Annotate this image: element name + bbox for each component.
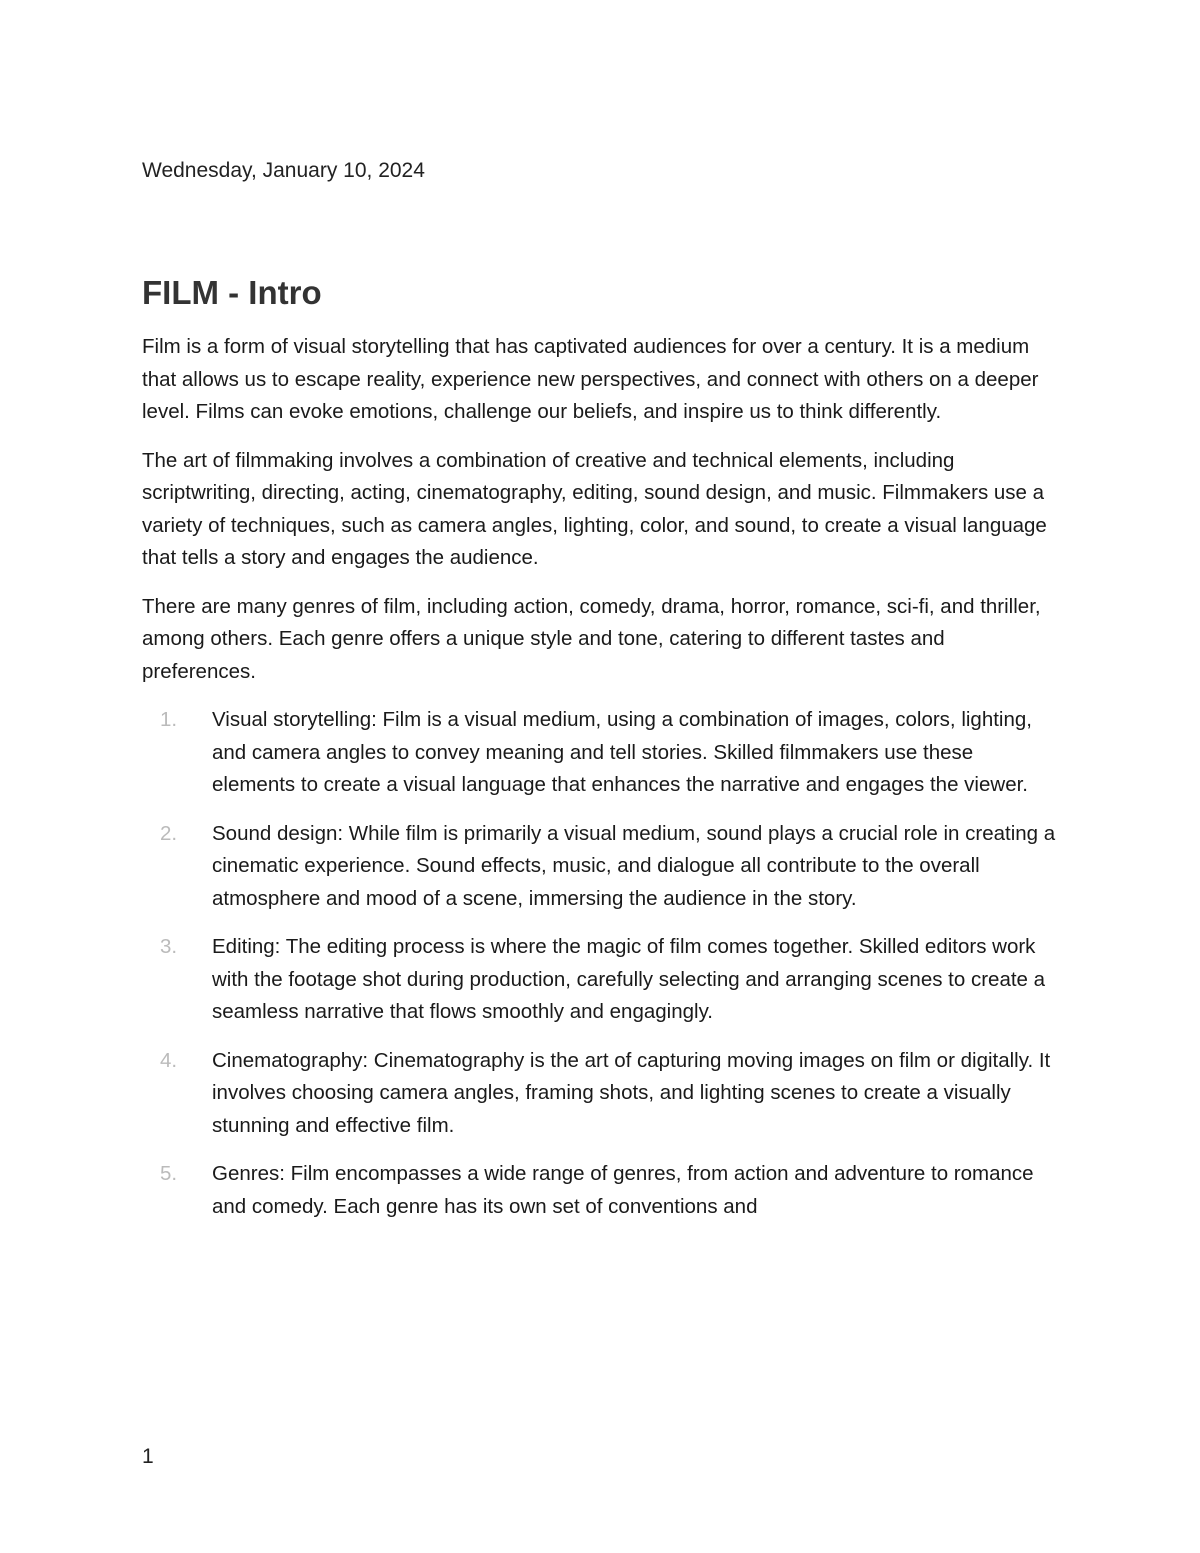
page-title: FILM - Intro (142, 274, 322, 311)
document-body (142, 331, 1062, 1239)
list-item-text: Sound design: While film is primarily a visual medium, sound plays a crucial role in creating a cinematic experience. Sound effects, music, and dialogue all contribute to the overall atmosphere and mood of a scene, immersing the audience in the story. (212, 821, 1056, 910)
list-item-number: 3. (160, 935, 178, 958)
list-item-text: Genres: Film encompasses a wide range of genres, from action and adventure to romance and comedy. Each genre has its own set of conventions and (212, 1162, 1034, 1218)
list-item (142, 818, 1062, 916)
list-item-text: Editing: The editing process is where the magic of film comes together. Skilled editors work with the footage shot during production, carefully selecting and arranging scenes to create a seamless narrative that flows smoothly and engagingly. (212, 935, 1046, 1023)
list-item (142, 1158, 1062, 1223)
list-item (142, 931, 1062, 1029)
paragraph: The art of filmmaking involves a combination of creative and technical elements, including scriptwriting, directing, acting, cinematography, editing, sound design, and music. Filmmakers use a variety of techniques, such as camera angles, lighting, color, and sound, to create a visual language that tells a story and engages the audience. (142, 448, 1047, 569)
date-line: Wednesday, January 10, 2024 (142, 159, 425, 182)
list-item-number: 2. (160, 821, 178, 845)
list-item (142, 1045, 1062, 1143)
list-item-text: Cinematography: Cinematography is the art of capturing moving images on film or digitally. It involves choosing camera angles, framing shots, and lighting scenes to create a visually stunning and effective film. (212, 1048, 1051, 1137)
list-item (142, 704, 1062, 802)
list-item-number: 5. (160, 1162, 178, 1185)
list-item-number: 1. (160, 708, 178, 731)
list-item-text: Visual storytelling: Film is a visual medium, using a combination of images, colors, lighting, and camera angles to convey meaning and tell stories. Skilled filmmakers use these elements to create a visual language that enhances the narrative and engages the viewer. (212, 708, 1032, 796)
paragraph: Film is a form of visual storytelling that has captivated audiences for over a century. It is a medium that allows us to escape reality, experience new perspectives, and connect with others on a deeper level. Films can evoke emotions, challenge our beliefs, and inspire us to think differently. (142, 335, 1039, 423)
paragraph: There are many genres of film, including action, comedy, drama, horror, romance, sci-fi, and thriller, among others. Each genre offers a unique style and tone, catering to different tastes and preferences. (142, 594, 1041, 683)
list-item-number: 4. (160, 1048, 178, 1072)
numbered-list (142, 704, 1062, 1223)
page-number: 1 (142, 1445, 154, 1468)
